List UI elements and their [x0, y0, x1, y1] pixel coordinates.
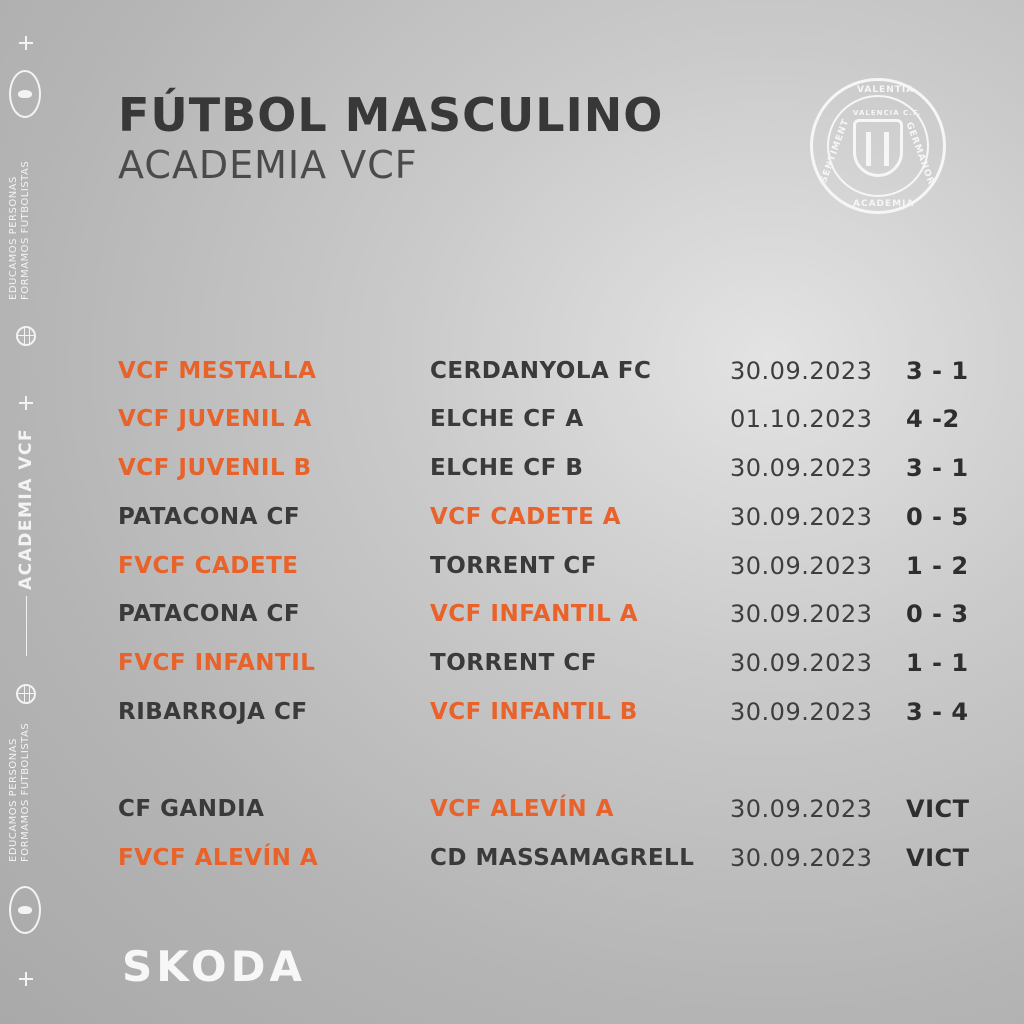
match-score: 0 - 3	[906, 600, 969, 628]
match-date: 30.09.2023	[730, 454, 873, 482]
match-score: 3 - 1	[906, 454, 969, 482]
home-team: VCF JUVENIL A	[118, 406, 312, 432]
match-score: VICT	[906, 795, 970, 823]
match-score: 1 - 1	[906, 649, 969, 677]
home-team: FVCF INFANTIL	[118, 650, 316, 676]
page-title: FÚTBOL MASCULINO	[118, 88, 664, 142]
match-date: 30.09.2023	[730, 600, 873, 628]
home-team: CF GANDIA	[118, 796, 265, 822]
away-team: VCF ALEVÍN A	[430, 796, 614, 822]
crest-word: VALENTIA	[857, 85, 915, 95]
crest-word: ACADEMIA	[853, 199, 915, 209]
bat-icon	[9, 886, 41, 934]
table-row	[0, 356, 1024, 386]
match-score: 4 -2	[906, 405, 960, 433]
page-subtitle: ACADEMIA VCF	[118, 143, 418, 187]
match-date: 30.09.2023	[730, 844, 873, 872]
match-date: 30.09.2023	[730, 698, 873, 726]
match-date: 30.09.2023	[730, 649, 873, 677]
sidebar-brand: ACADEMIA VCF	[16, 427, 36, 590]
table-row	[0, 404, 1024, 434]
home-team: FVCF ALEVÍN A	[118, 845, 319, 871]
match-score: 0 - 5	[906, 503, 969, 531]
table-row	[0, 502, 1024, 532]
crest-word: GERMANOR	[903, 121, 936, 187]
sponsor-logo: SKODA	[122, 942, 306, 991]
crest-shield-icon	[853, 119, 903, 177]
match-date: 30.09.2023	[730, 503, 873, 531]
table-row	[0, 794, 1024, 824]
away-team: VCF INFANTIL B	[430, 699, 638, 725]
table-row	[0, 648, 1024, 678]
away-team: ELCHE CF B	[430, 455, 584, 481]
table-row	[0, 697, 1024, 727]
crest-word: SENTIMENT	[819, 117, 852, 185]
match-score: 1 - 2	[906, 552, 969, 580]
cross-icon	[19, 36, 33, 50]
away-team: TORRENT CF	[430, 553, 597, 579]
match-date: 01.10.2023	[730, 405, 873, 433]
table-row	[0, 551, 1024, 581]
home-team: RIBARROJA CF	[118, 699, 308, 725]
table-row	[0, 453, 1024, 483]
away-team: VCF INFANTIL A	[430, 601, 639, 627]
match-score: 3 - 1	[906, 357, 969, 385]
crest-center-text: VALENCIA C.F.	[853, 109, 922, 117]
academy-crest	[810, 78, 946, 214]
table-row	[0, 599, 1024, 629]
away-team: CERDANYOLA FC	[430, 358, 652, 384]
match-score: 3 - 4	[906, 698, 969, 726]
home-team: PATACONA CF	[118, 601, 301, 627]
match-date: 30.09.2023	[730, 552, 873, 580]
away-team: TORRENT CF	[430, 650, 597, 676]
table-row	[0, 843, 1024, 873]
match-date: 30.09.2023	[730, 795, 873, 823]
home-team: VCF JUVENIL B	[118, 455, 312, 481]
cross-icon	[19, 972, 33, 986]
away-team: ELCHE CF A	[430, 406, 584, 432]
sidebar-tagline-bottom: EDUCAMOS PERSONAS FORMAMOS FUTBOLISTAS	[8, 722, 31, 862]
sidebar-tagline-top: EDUCAMOS PERSONAS FORMAMOS FUTBOLISTAS	[8, 160, 31, 300]
home-team: PATACONA CF	[118, 504, 301, 530]
bat-icon	[9, 70, 41, 118]
match-date: 30.09.2023	[730, 357, 873, 385]
away-team: VCF CADETE A	[430, 504, 622, 530]
home-team: VCF MESTALLA	[118, 358, 317, 384]
away-team: CD MASSAMAGRELL	[430, 845, 695, 871]
match-score: VICT	[906, 844, 970, 872]
home-team: FVCF CADETE	[118, 553, 299, 579]
globe-icon	[16, 326, 36, 346]
